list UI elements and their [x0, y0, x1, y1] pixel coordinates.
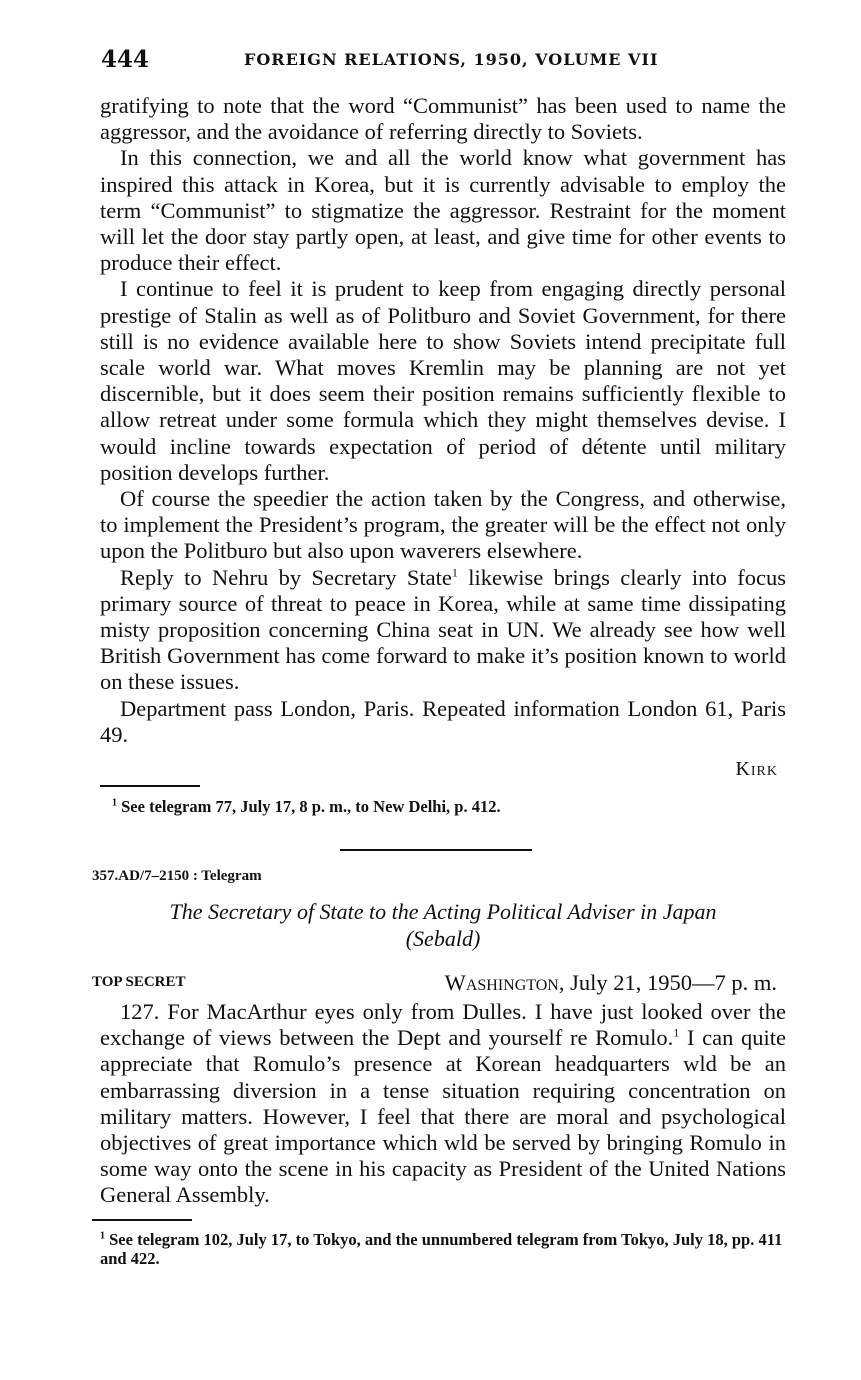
footnote-marker: 1 — [112, 797, 117, 809]
paragraph: I continue to feel it is prudent to keep from engaging directly personal prestige of Stalin as well as of Politburo and Soviet Government, for there still is no evidence available here to show Soviets intend precipitate full scale world war. What moves Kremlin may be planning are not yet discernible, but it does seem their position remains sufficiently flexible to allow retreat under some formula which they might themselves devise. I would incline towards expectation of period of détente until military position develops further. — [100, 276, 786, 485]
file-number: 357.AD/7–2150 : Telegram — [92, 868, 262, 884]
footnote-marker: 1 — [100, 1230, 105, 1242]
signature: Kirk — [735, 758, 778, 780]
footnote — [100, 1230, 786, 1268]
footnote — [112, 797, 802, 816]
paragraph-text: Reply to Nehru by Secretary State — [120, 564, 452, 590]
paragraph: Department pass London, Paris. Repeated information London 61, Paris 49. — [100, 695, 786, 747]
paragraph — [100, 565, 786, 696]
paragraph-text: 127. For MacArthur eyes only from Dulles. I have just looked over the exchange of views between the Dept and yourself re Romulo. — [100, 999, 786, 1051]
classification-label: TOP SECRET — [92, 974, 186, 990]
document-heading — [100, 898, 786, 952]
paragraph — [100, 999, 786, 1209]
footnote-text: See telegram 77, July 17, 8 p. m., to New Delhi, p. 412. — [117, 797, 501, 816]
document-body — [100, 999, 786, 1209]
dateline-date: , July 21, 1950—7 p. m. — [558, 970, 777, 995]
footnote-reference: 1 — [673, 1025, 680, 1040]
footnote-text: See telegram 102, July 17, to Tokyo, and the unnumbered telegram from Tokyo, July 18, pp. 411 and 422. — [100, 1230, 783, 1268]
dateline — [445, 970, 777, 996]
paragraph-text: I can quite appreciate that Romulo’s presence at Korean headquarters wld be an embarrassing diversion in a tense situation requiring concentration on military matters. However, I feel that there are moral and psychological objectives of great importance which wld be served by bringing Romulo in some way onto the scene in his capacity as President of the United Nations General Assembly. — [100, 1025, 786, 1208]
previous-document-body — [100, 93, 786, 748]
running-head — [101, 46, 781, 76]
section-divider — [340, 849, 532, 851]
heading-line: The Secretary of State to the Acting Political Adviser in Japan — [169, 899, 717, 924]
paragraph: Of course the speedier the action taken by the Congress, and otherwise, to implement the President’s program, the greater will be the effect not only upon the Politburo but also upon waverers elsewhere. — [100, 486, 786, 564]
heading-line: (Sebald) — [405, 926, 481, 951]
footnote-divider — [100, 785, 200, 787]
paragraph: In this connection, we and all the world know what government has inspired this attack in Korea, but it is currently advisable to employ the term “Communist” to stigmatize the aggressor. Restraint for the moment will let the door stay partly open, at least, and give time for other events to produce their effect. — [100, 145, 786, 276]
footnote-reference: 1 — [451, 565, 458, 580]
footnote-divider — [92, 1219, 192, 1221]
dateline-place: Washington — [444, 970, 559, 995]
running-title: FOREIGN RELATIONS, 1950, VOLUME VII — [244, 50, 659, 69]
page-number: 444 — [101, 46, 150, 73]
paragraph: gratifying to note that the word “Communist” has been used to name the aggressor, and the avoidance of referring directly to Soviets. — [100, 93, 786, 145]
paragraph-text: likewise brings clearly into focus primary source of threat to peace in Korea, while at same time dissipating misty proposition concerning China seat in UN. We already see how well British Government has come forward to make it’s position known to world on these issues. — [100, 564, 786, 695]
